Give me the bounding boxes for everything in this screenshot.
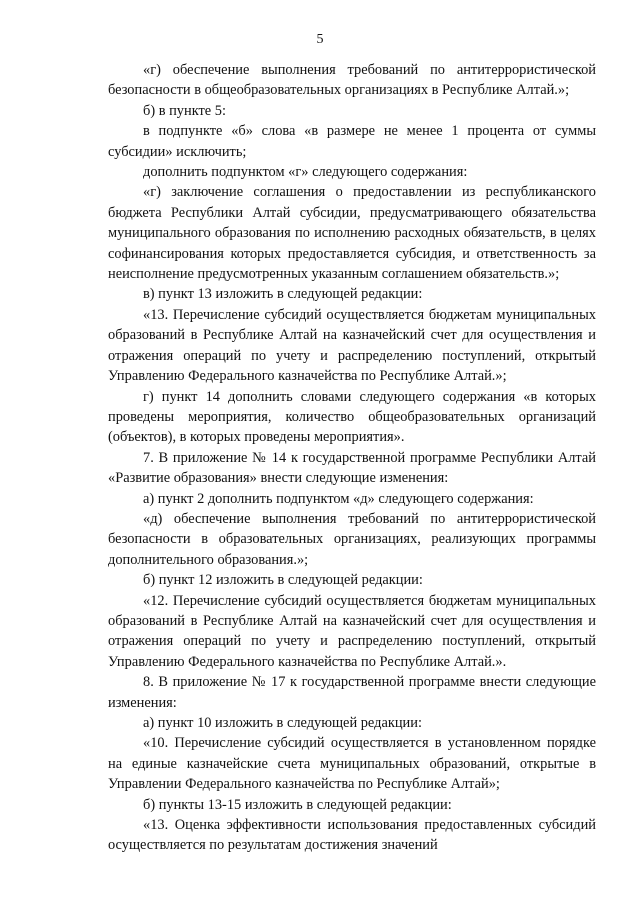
paragraph: 8. В приложение № 17 к государственной программе внести следующие изменения: (108, 674, 596, 711)
paragraph: в подпункте «б» слова «в размере не менее 1 процента от суммы субсидии» исключить; (108, 123, 596, 160)
paragraph: «10. Перечисление субсидий осуществляется в установленном порядке на единые казначейские счета муниципальных образований, открытые в Управлении Федерального казначейства по Республике Алтай»; (108, 735, 596, 793)
paragraph: б) пункты 13-15 изложить в следующей редакции: (143, 796, 452, 813)
paragraph: г) пункт 14 дополнить словами следующего содержания «в которых проведены мероприятия, количество общеобразовательных организаций (объектов), в которых проведены мероприятия». (108, 388, 596, 446)
paragraph: «13. Оценка эффективности использования предоставленных субсидий осуществляется по результатам достижения значений (108, 817, 596, 854)
paragraph: «г) обеспечение выполнения требований по антитеррористической безопасности в общеобразовательных организациях в Республике Алтай.»; (108, 62, 596, 99)
paragraph: «д) обеспечение выполнения требований по антитеррористической безопасности в образовательных организациях, реализующих программы дополнительного образования.»; (108, 510, 596, 568)
paragraph: «г) заключение соглашения о предоставлении из республиканского бюджета Республики Алтай субсидии, предусматривающего обязательства муниципального образования по исполнению расходных обязательств, в целях софинансирования которых предоставляется субсидия, и ответственность за неисполнение предусмотренных указанным соглашением обязательств.»; (108, 184, 596, 283)
paragraph: «12. Перечисление субсидий осуществляется бюджетам муниципальных образований в Республике Алтай на казначейский счет для осуществления и отражения операций по учету и распределению поступлений, открытый Управлению Федерального казначейства по Республике Алтай.». (108, 592, 596, 670)
paragraph: а) пункт 10 изложить в следующей редакции: (143, 715, 422, 731)
paragraph: дополнить подпунктом «г» следующего содержания: (143, 164, 468, 181)
paragraph: б) в пункте 5: (143, 102, 226, 119)
paragraph: б) пункт 12 изложить в следующей редакции: (143, 572, 423, 589)
document-body (108, 60, 596, 856)
page-number: 5 (316, 32, 324, 47)
paragraph: а) пункт 2 дополнить подпунктом «д» следующего содержания: (143, 490, 534, 507)
paragraph: 7. В приложение № 14 к государственной программе Республики Алтай «Развитие образования» внести следующие изменения: (108, 449, 596, 487)
paragraph: «13. Перечисление субсидий осуществляется бюджетам муниципальных образований в Республике Алтай на казначейский счет для осуществления и отражения операций по учету и распределению поступлений, открытый Управлению Федерального казначейства по Республике Алтай.»; (108, 306, 596, 385)
paragraph: в) пункт 13 изложить в следующей редакции: (143, 286, 423, 303)
